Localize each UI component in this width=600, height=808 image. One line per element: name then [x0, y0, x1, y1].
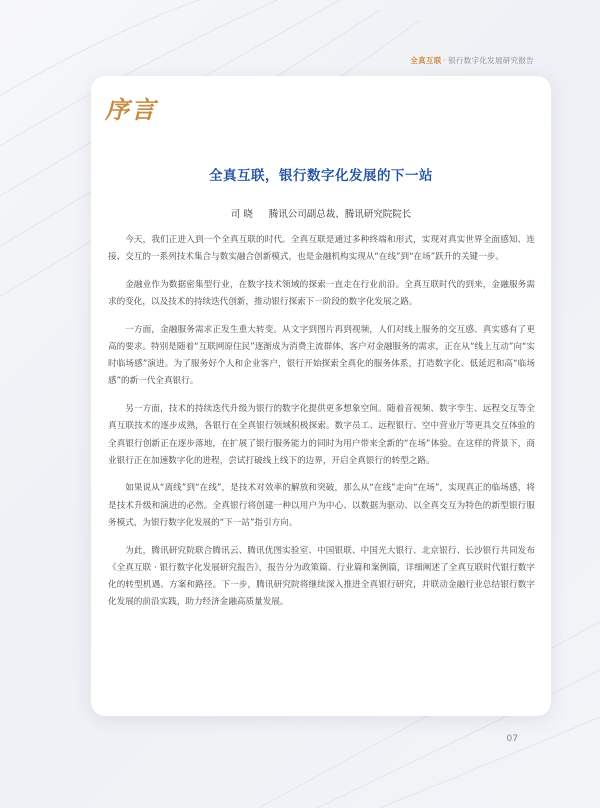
article-title: 全真互联，银行数字化发展的下一站 [209, 168, 433, 184]
header-subtitle: 银行数字化发展研究报告 [448, 56, 534, 65]
content-card [91, 76, 551, 716]
paragraph: 另一方面，技术的持续迭代升级为银行的数字化提供更多想象空间。随着音视频、数字孪生、远程交互等全真互联技术的逐步成熟，各银行在全真银行领域积极探索。数字员工、远程银行、空中营业厅等更具交互体验的全真银行创新正在逐步落地，在扩展了银行服务能力的同时为用户带来全新的“在场”体验。在这样的背景下，商业银行正在加速数字化的进程，尝试打破线上线下的边界，开启全真银行的转型之路。 [108, 404, 535, 466]
running-header [410, 55, 534, 66]
paragraph: 今天，我们正进入到一个全真互联的时代。全真互联是通过多种终端和形式，实现对真实世界全面感知、连接、交互的一系列技术集合与数实融合创新模式，也是金融机构实现从“在线”到“在场”跃升的关键一步。 [108, 235, 535, 263]
author-name: 司 晓 [230, 209, 253, 220]
paragraph: 为此，腾讯研究院联合腾讯云、腾讯优图实验室、中国银联、中国光大银行、北京银行、长沙银行共同发布《全真互联 · 银行数字化发展研究报告》，报告分为政策篇、行业篇和案例篇，详细阐述了全真互联时代银行数字化的转型机遇、方案和路径。下一步，腾讯研究院将继续深入推进全真银行研究，并联动金融行业总结银行数字化发展的前沿实践，助力经济金融高质量发展。 [108, 545, 535, 608]
header-brand: 全真互联 [410, 56, 442, 65]
header-separator: · [443, 56, 447, 65]
author-line [91, 206, 551, 220]
article-body [108, 232, 535, 622]
page-number: 07 [506, 734, 518, 744]
section-title: 序言 [105, 95, 157, 124]
paragraph: 一方面，金融服务需求正发生重大转变。从文字到图片再到视频，人们对线上服务的交互感、真实感有了更高的要求。特别是随着“互联网原住民”逐渐成为消费主流群体，客户对金融服务的需求，正在从“线上互动”向“实时临场感”演进。为了服务好个人和企业客户，银行开始探索全真化的服务体系，打造数字化、低延迟和高“临场感”的新一代全真银行。 [108, 324, 535, 387]
author-title: 腾讯公司副总裁、腾讯研究院院长 [268, 209, 412, 220]
paragraph: 如果说从“离线”到“在线”，是技术对效率的解放和突破，那么从“在线”走向“在场”，实现真正的临场感，将是技术升级和演进的必然。全真银行将创建一种以用户为中心、以数据为驱动、以全真交互为特色的新型银行服务模式，为银行数字化发展的“下一站”指引方向。 [108, 483, 535, 528]
paragraph: 金融业作为数据密集型行业，在数字技术领域的探索一直走在行业前沿。全真互联时代的到来，金融服务需求的变化，以及技术的持续迭代创新，推动银行探索下一阶段的数字化发展之路。 [108, 279, 535, 308]
